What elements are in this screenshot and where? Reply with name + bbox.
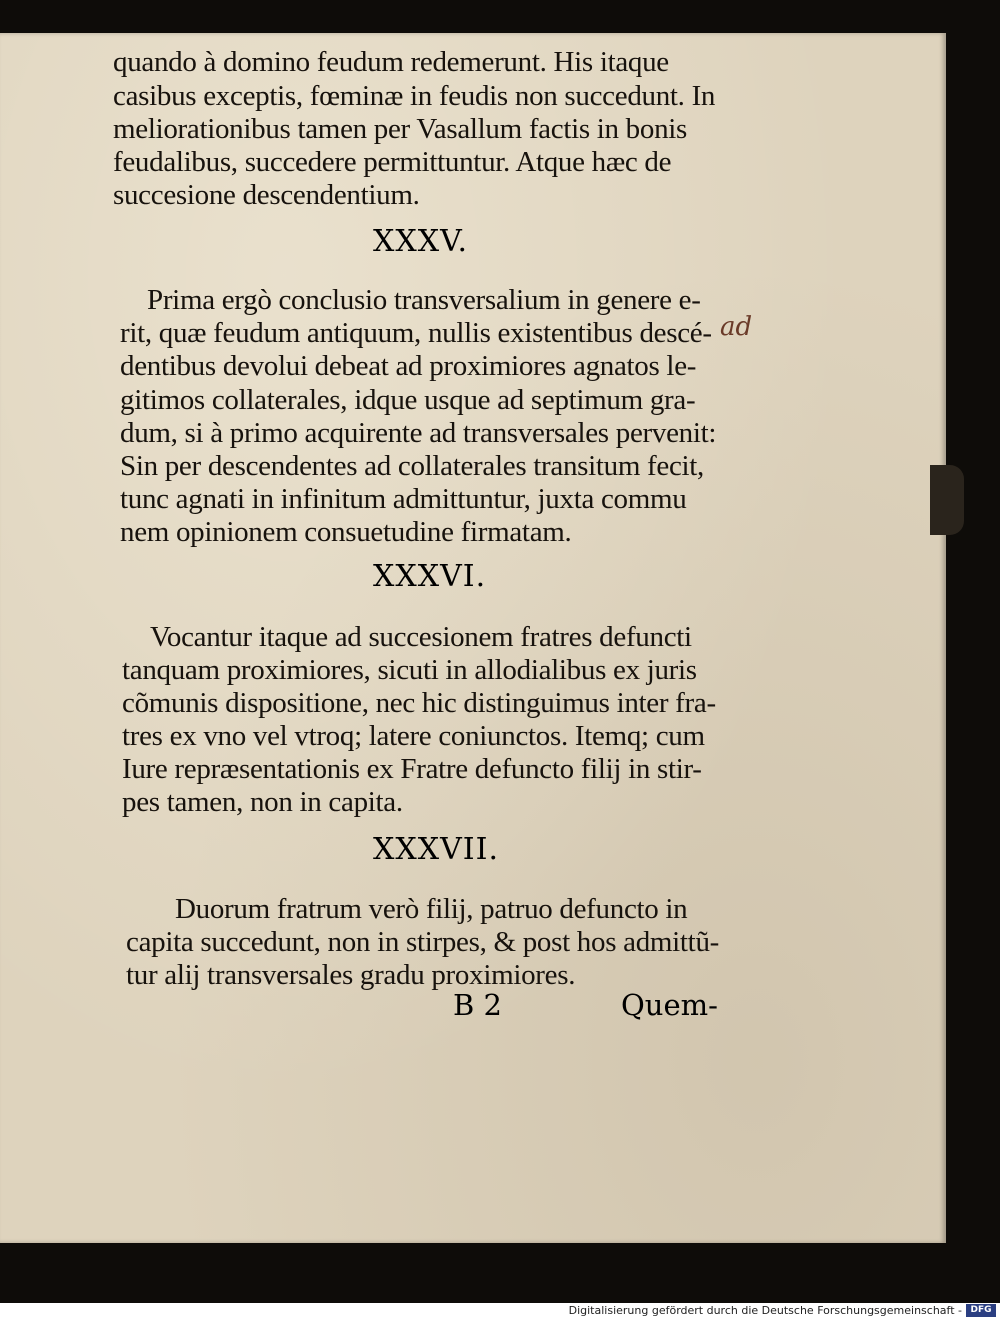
section-heading-35: XXXV. <box>373 224 469 259</box>
text-line: nem opinionem consuetudine firmatam. <box>120 516 572 548</box>
text-line: cõmunis dispositione, nec hic distinguimus inter fra- <box>122 687 716 719</box>
text-line: rit, quæ feudum antiquum, nullis existentibus descé- <box>120 317 712 349</box>
text-line: tanquam proximiores, sicuti in allodialibus ex juris <box>122 654 697 686</box>
text-line: meliorationibus tamen per Vasallum factis in bonis <box>113 113 688 145</box>
text-line: Vocantur itaque ad succesionem fratres defuncti <box>150 621 692 653</box>
section-heading-37: XXXVII. <box>373 832 499 867</box>
text-line: capita succedunt, non in stirpes, & post hos admittũ- <box>126 926 720 958</box>
text-line: Iure repræsentationis ex Fratre defuncto filij in stir- <box>122 753 702 785</box>
text-line: dum, si à primo acquirente ad transversales pervenit: <box>120 417 717 449</box>
text-line: casibus exceptis, fœminæ in feudis non succedunt. In <box>113 80 716 112</box>
text-line: feudalibus, succedere permittuntur. Atque hæc de <box>113 146 672 178</box>
text-line: pes tamen, non in capita. <box>122 786 403 818</box>
book-page <box>0 33 946 1243</box>
section-heading-36: XXXVI. <box>373 559 487 594</box>
footer-bar <box>0 1303 1000 1319</box>
text-line: Duorum fratrum verò filij, patruo defuncto in <box>175 893 688 925</box>
signature-mark: B 2 <box>453 988 502 1022</box>
text-line: tunc agnati in infinitum admittuntur, juxta commu <box>120 483 687 515</box>
text-line: Prima ergò conclusio transversalium in genere e- <box>147 284 701 316</box>
text-line: gitimos collaterales, idque usque ad septimum gra- <box>120 384 696 416</box>
text-line: Sin per descendentes ad collaterales transitum fecit, <box>120 450 705 482</box>
catchword: Quem- <box>621 988 718 1022</box>
dfg-logo-icon: DFG <box>966 1304 996 1317</box>
text-line: tres ex vno vel vtroq; latere coniunctos. Itemq; cum <box>122 720 705 752</box>
text-line: dentibus devolui debeat ad proximiores agnatos le- <box>120 350 697 382</box>
text-line: tur alij transversales gradu proximiores. <box>126 959 576 991</box>
text-line: succesione descendentium. <box>113 179 420 211</box>
page-tab-marker <box>930 465 964 535</box>
footer-credit: Digitalisierung gefördert durch die Deutsche Forschungsgemeinschaft - <box>568 1304 962 1317</box>
text-line: quando à domino feudum redemerunt. His itaque <box>113 46 669 78</box>
margin-note: ad <box>720 312 753 342</box>
